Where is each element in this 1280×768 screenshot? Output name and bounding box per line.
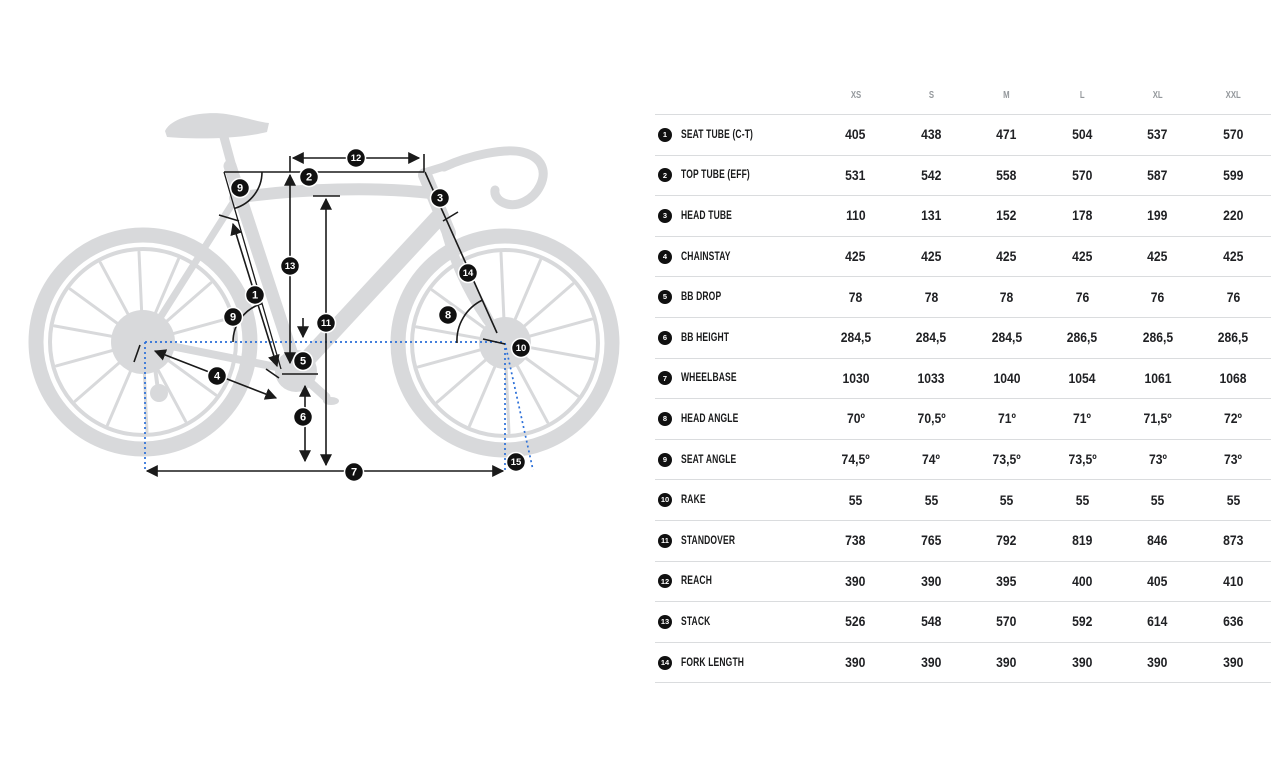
svg-text:5: 5 xyxy=(299,355,307,368)
row-number-badge: 7 xyxy=(658,371,672,385)
value-cell xyxy=(1045,330,1121,345)
value-cell xyxy=(1120,168,1196,183)
value-cell xyxy=(969,493,1045,508)
value-text: 587 xyxy=(1147,167,1168,183)
value-text: 1061 xyxy=(1144,370,1172,386)
row-label-cell xyxy=(655,331,818,345)
row-label-cell xyxy=(655,656,818,670)
value-cell xyxy=(1196,208,1272,223)
value-cell xyxy=(1120,208,1196,223)
value-cell xyxy=(1196,411,1272,426)
value-text: 73º xyxy=(1148,452,1167,468)
value-cell xyxy=(1045,249,1121,264)
column-header-label: XL xyxy=(1152,88,1163,101)
value-cell xyxy=(969,127,1045,142)
column-header-xl xyxy=(1120,89,1196,101)
svg-text:1: 1 xyxy=(251,289,259,302)
row-label-text: REACH xyxy=(681,575,712,588)
svg-text:9: 9 xyxy=(229,311,237,324)
value-cell xyxy=(969,290,1045,305)
row-number-badge: 13 xyxy=(658,615,672,629)
column-header-label: L xyxy=(1079,88,1085,101)
row-label-text: TOP TUBE (EFF) xyxy=(681,169,750,182)
value-cell xyxy=(969,249,1045,264)
value-cell xyxy=(1120,371,1196,386)
value-text: 284,5 xyxy=(916,330,947,346)
value-cell xyxy=(1196,371,1272,386)
column-header-label: M xyxy=(1003,88,1010,101)
table-row xyxy=(655,277,1271,318)
value-cell xyxy=(969,411,1045,426)
bike-silhouette xyxy=(36,113,612,450)
value-text: 614 xyxy=(1147,614,1168,630)
value-cell xyxy=(1120,533,1196,548)
value-text: 131 xyxy=(921,208,942,224)
value-text: 1040 xyxy=(993,370,1021,386)
value-text: 425 xyxy=(1223,249,1244,265)
value-text: 548 xyxy=(921,614,942,630)
table-row xyxy=(655,480,1271,521)
value-text: 471 xyxy=(996,127,1017,143)
row-number-badge: 9 xyxy=(658,453,672,467)
row-number-badge: 4 xyxy=(658,250,672,264)
value-cell xyxy=(894,371,970,386)
value-text: 110 xyxy=(845,208,866,224)
value-text: 78 xyxy=(848,289,863,305)
value-text: 74,5º xyxy=(841,452,870,468)
value-cell xyxy=(894,330,970,345)
value-cell xyxy=(1196,655,1272,670)
value-text: 405 xyxy=(845,127,866,143)
value-cell xyxy=(818,655,894,670)
value-cell xyxy=(818,574,894,589)
row-number-badge: 10 xyxy=(658,493,672,507)
value-text: 819 xyxy=(1072,533,1093,549)
value-cell xyxy=(969,574,1045,589)
value-cell xyxy=(1196,249,1272,264)
row-label-cell xyxy=(655,168,818,182)
diagram-marker-14 xyxy=(459,264,478,283)
value-text: 220 xyxy=(1223,208,1244,224)
value-cell xyxy=(969,655,1045,670)
row-number-badge: 6 xyxy=(658,331,672,345)
value-text: 526 xyxy=(845,614,866,630)
value-cell xyxy=(1120,330,1196,345)
value-cell xyxy=(1196,290,1272,305)
value-text: 390 xyxy=(921,573,942,589)
value-text: 286,5 xyxy=(1142,330,1173,346)
row-number-badge: 8 xyxy=(658,412,672,426)
value-cell xyxy=(894,452,970,467)
value-cell xyxy=(1045,127,1121,142)
value-text: 178 xyxy=(1072,208,1093,224)
row-label-text: SEAT TUBE (C-T) xyxy=(681,128,754,141)
row-label-cell xyxy=(655,493,818,507)
value-cell xyxy=(969,452,1045,467)
value-cell xyxy=(818,533,894,548)
value-cell xyxy=(1045,208,1121,223)
svg-text:8: 8 xyxy=(444,309,452,322)
value-text: 72º xyxy=(1224,411,1243,427)
row-label xyxy=(681,129,778,141)
row-number-badge: 11 xyxy=(658,534,672,548)
value-text: 390 xyxy=(996,655,1017,671)
value-text: 636 xyxy=(1223,614,1244,630)
value-text: 531 xyxy=(845,167,866,183)
value-cell xyxy=(1045,371,1121,386)
value-text: 542 xyxy=(921,167,942,183)
diagram-marker-4 xyxy=(208,367,227,386)
value-text: 570 xyxy=(996,614,1017,630)
value-text: 504 xyxy=(1072,127,1093,143)
row-number-badge: 5 xyxy=(658,290,672,304)
row-label-cell xyxy=(655,250,818,264)
row-label-text: WHEELBASE xyxy=(681,372,737,385)
row-label xyxy=(681,575,723,587)
svg-text:15: 15 xyxy=(510,457,522,468)
row-label-text: FORK LENGTH xyxy=(681,656,745,669)
value-text: 599 xyxy=(1223,167,1244,183)
value-text: 390 xyxy=(921,655,942,671)
table-row xyxy=(655,156,1271,197)
value-cell xyxy=(1045,655,1121,670)
row-label-cell xyxy=(655,574,818,588)
value-text: 284,5 xyxy=(991,330,1022,346)
diagram-marker-9 xyxy=(224,308,243,327)
column-header-s xyxy=(894,89,970,101)
value-text: 78 xyxy=(999,289,1014,305)
value-text: 395 xyxy=(996,573,1017,589)
value-text: 199 xyxy=(1147,208,1168,224)
value-cell xyxy=(1196,127,1272,142)
value-cell xyxy=(1045,168,1121,183)
value-cell xyxy=(1120,127,1196,142)
value-text: 425 xyxy=(1072,249,1093,265)
row-label xyxy=(681,454,756,466)
row-number-badge: 1 xyxy=(658,128,672,142)
value-text: 1030 xyxy=(842,370,870,386)
value-cell xyxy=(969,208,1045,223)
value-cell xyxy=(1045,574,1121,589)
value-text: 76 xyxy=(1226,289,1241,305)
value-cell xyxy=(1045,493,1121,508)
value-text: 73º xyxy=(1224,452,1243,468)
row-label xyxy=(681,535,754,547)
value-text: 537 xyxy=(1147,127,1168,143)
row-label xyxy=(681,291,735,303)
svg-text:4: 4 xyxy=(213,370,221,383)
diagram-marker-5 xyxy=(294,352,313,371)
value-text: 55 xyxy=(1226,492,1241,508)
value-text: 73,5º xyxy=(992,452,1021,468)
value-cell xyxy=(969,330,1045,345)
value-cell xyxy=(894,249,970,264)
diagram-marker-9 xyxy=(231,179,250,198)
value-text: 55 xyxy=(1075,492,1090,508)
diagram-marker-11 xyxy=(317,314,336,333)
row-label-text: BB HEIGHT xyxy=(681,331,730,344)
value-text: 71,5º xyxy=(1143,411,1172,427)
value-text: 390 xyxy=(1223,655,1244,671)
row-number-badge: 3 xyxy=(658,209,672,223)
value-text: 405 xyxy=(1147,573,1168,589)
value-cell xyxy=(894,533,970,548)
value-cell xyxy=(818,411,894,426)
row-label xyxy=(681,251,748,263)
value-cell xyxy=(1196,452,1272,467)
value-cell xyxy=(1045,614,1121,629)
value-text: 425 xyxy=(1147,249,1168,265)
column-header-label: S xyxy=(928,88,934,101)
value-text: 152 xyxy=(996,208,1017,224)
row-label-cell xyxy=(655,209,818,223)
value-text: 570 xyxy=(1223,127,1244,143)
svg-text:7: 7 xyxy=(350,466,358,479)
value-text: 558 xyxy=(996,167,1017,183)
value-cell xyxy=(894,574,970,589)
value-cell xyxy=(894,655,970,670)
value-cell xyxy=(818,208,894,223)
row-label xyxy=(681,169,774,181)
value-cell xyxy=(1196,614,1272,629)
value-text: 55 xyxy=(848,492,863,508)
value-text: 410 xyxy=(1223,573,1244,589)
value-text: 425 xyxy=(996,249,1017,265)
geometry-table xyxy=(655,75,1271,683)
table-row xyxy=(655,521,1271,562)
value-text: 425 xyxy=(921,249,942,265)
value-text: 286,5 xyxy=(1218,330,1249,346)
svg-text:13: 13 xyxy=(284,261,296,272)
value-text: 286,5 xyxy=(1067,330,1098,346)
svg-text:2: 2 xyxy=(305,171,313,184)
value-text: 390 xyxy=(1072,655,1093,671)
value-cell xyxy=(969,614,1045,629)
value-cell xyxy=(1045,290,1121,305)
row-label-cell xyxy=(655,534,818,548)
table-row xyxy=(655,562,1271,603)
value-text: 71º xyxy=(1073,411,1092,427)
value-cell xyxy=(894,208,970,223)
table-row xyxy=(655,602,1271,643)
column-header-l xyxy=(1045,89,1121,101)
row-label-cell xyxy=(655,412,818,426)
value-text: 76 xyxy=(1150,289,1165,305)
diagram-marker-3 xyxy=(431,189,450,208)
svg-text:14: 14 xyxy=(462,268,474,279)
value-cell xyxy=(1045,452,1121,467)
row-label xyxy=(681,657,766,669)
value-cell xyxy=(818,249,894,264)
value-text: 70,5º xyxy=(917,411,946,427)
value-text: 846 xyxy=(1147,533,1168,549)
value-cell xyxy=(1196,330,1272,345)
column-header-xxl xyxy=(1196,89,1272,101)
diagram-marker-1 xyxy=(246,286,265,305)
value-cell xyxy=(818,168,894,183)
svg-text:12: 12 xyxy=(350,153,362,164)
value-cell xyxy=(894,290,970,305)
value-cell xyxy=(818,614,894,629)
value-cell xyxy=(894,614,970,629)
value-text: 76 xyxy=(1075,289,1090,305)
value-cell xyxy=(1196,574,1272,589)
column-header-m xyxy=(969,89,1045,101)
svg-text:6: 6 xyxy=(299,411,307,424)
row-label-cell xyxy=(655,453,818,467)
table-row xyxy=(655,318,1271,359)
table-row xyxy=(655,115,1271,156)
value-text: 592 xyxy=(1072,614,1093,630)
value-cell xyxy=(894,168,970,183)
value-text: 78 xyxy=(924,289,939,305)
row-label-text: STANDOVER xyxy=(681,534,736,547)
value-text: 73,5º xyxy=(1068,452,1097,468)
value-text: 70º xyxy=(846,411,865,427)
value-text: 390 xyxy=(845,655,866,671)
table-row xyxy=(655,196,1271,237)
value-cell xyxy=(969,168,1045,183)
value-text: 1054 xyxy=(1068,370,1096,386)
value-cell xyxy=(1196,533,1272,548)
diagram-marker-10 xyxy=(512,339,531,358)
value-cell xyxy=(818,290,894,305)
table-row xyxy=(655,359,1271,400)
column-header-label: XS xyxy=(850,88,861,101)
row-label xyxy=(681,616,721,628)
row-label-cell xyxy=(655,615,818,629)
row-label-text: HEAD ANGLE xyxy=(681,412,739,425)
row-label-text: HEAD TUBE xyxy=(681,209,732,222)
value-text: 1068 xyxy=(1219,370,1247,386)
value-text: 765 xyxy=(921,533,942,549)
value-cell xyxy=(1196,168,1272,183)
row-label-text: BB DROP xyxy=(681,291,722,304)
value-text: 390 xyxy=(1147,655,1168,671)
value-text: 284,5 xyxy=(840,330,871,346)
value-cell xyxy=(894,411,970,426)
value-text: 873 xyxy=(1223,533,1244,549)
value-cell xyxy=(969,371,1045,386)
diagram-marker-7 xyxy=(345,463,364,482)
value-cell xyxy=(818,127,894,142)
table-row xyxy=(655,237,1271,278)
value-text: 425 xyxy=(845,249,866,265)
value-cell xyxy=(1120,493,1196,508)
value-text: 570 xyxy=(1072,167,1093,183)
value-text: 55 xyxy=(924,492,939,508)
value-cell xyxy=(1120,452,1196,467)
value-text: 55 xyxy=(999,492,1014,508)
value-text: 71º xyxy=(997,411,1016,427)
value-text: 792 xyxy=(996,533,1017,549)
row-number-badge: 2 xyxy=(658,168,672,182)
value-cell xyxy=(818,452,894,467)
diagram-marker-13 xyxy=(281,257,300,276)
value-cell xyxy=(1120,249,1196,264)
row-label xyxy=(681,332,746,344)
svg-text:3: 3 xyxy=(436,192,444,205)
diagram-marker-2 xyxy=(300,168,319,187)
value-text: 74º xyxy=(922,452,941,468)
value-cell xyxy=(1120,290,1196,305)
row-number-badge: 14 xyxy=(658,656,672,670)
table-row xyxy=(655,399,1271,440)
value-cell xyxy=(1120,411,1196,426)
diagram-marker-8 xyxy=(439,306,458,325)
value-cell xyxy=(894,127,970,142)
row-label xyxy=(681,413,759,425)
value-cell xyxy=(818,330,894,345)
value-cell xyxy=(1045,411,1121,426)
svg-text:10: 10 xyxy=(515,343,527,354)
table-header-row xyxy=(655,75,1271,115)
column-header-xs xyxy=(818,89,894,101)
value-cell xyxy=(1120,574,1196,589)
value-cell xyxy=(1045,533,1121,548)
row-label-cell xyxy=(655,128,818,142)
row-label-cell xyxy=(655,371,818,385)
row-number-badge: 12 xyxy=(658,574,672,588)
table-row xyxy=(655,643,1271,684)
column-header-label: XXL xyxy=(1225,88,1241,101)
value-text: 1033 xyxy=(917,370,945,386)
value-text: 400 xyxy=(1072,573,1093,589)
value-text: 438 xyxy=(921,127,942,143)
value-cell xyxy=(969,533,1045,548)
value-cell xyxy=(1120,614,1196,629)
value-text: 738 xyxy=(845,533,866,549)
svg-text:11: 11 xyxy=(320,318,332,329)
row-label-text: RAKE xyxy=(681,494,706,507)
value-cell xyxy=(894,493,970,508)
row-label xyxy=(681,210,750,222)
value-cell xyxy=(818,371,894,386)
diagram-marker-15 xyxy=(507,453,526,472)
value-cell xyxy=(818,493,894,508)
diagram-marker-12 xyxy=(347,149,366,168)
row-label-cell xyxy=(655,290,818,304)
row-label-text: CHAINSTAY xyxy=(681,250,731,263)
diagram-marker-6 xyxy=(294,408,313,427)
svg-text:9: 9 xyxy=(236,182,244,195)
row-label-text: SEAT ANGLE xyxy=(681,453,737,466)
value-text: 55 xyxy=(1150,492,1165,508)
row-label xyxy=(681,372,756,384)
row-label xyxy=(681,494,714,506)
value-text: 390 xyxy=(845,573,866,589)
table-row xyxy=(655,440,1271,481)
value-cell xyxy=(1120,655,1196,670)
row-label-text: STACK xyxy=(681,615,711,628)
value-cell xyxy=(1196,493,1272,508)
